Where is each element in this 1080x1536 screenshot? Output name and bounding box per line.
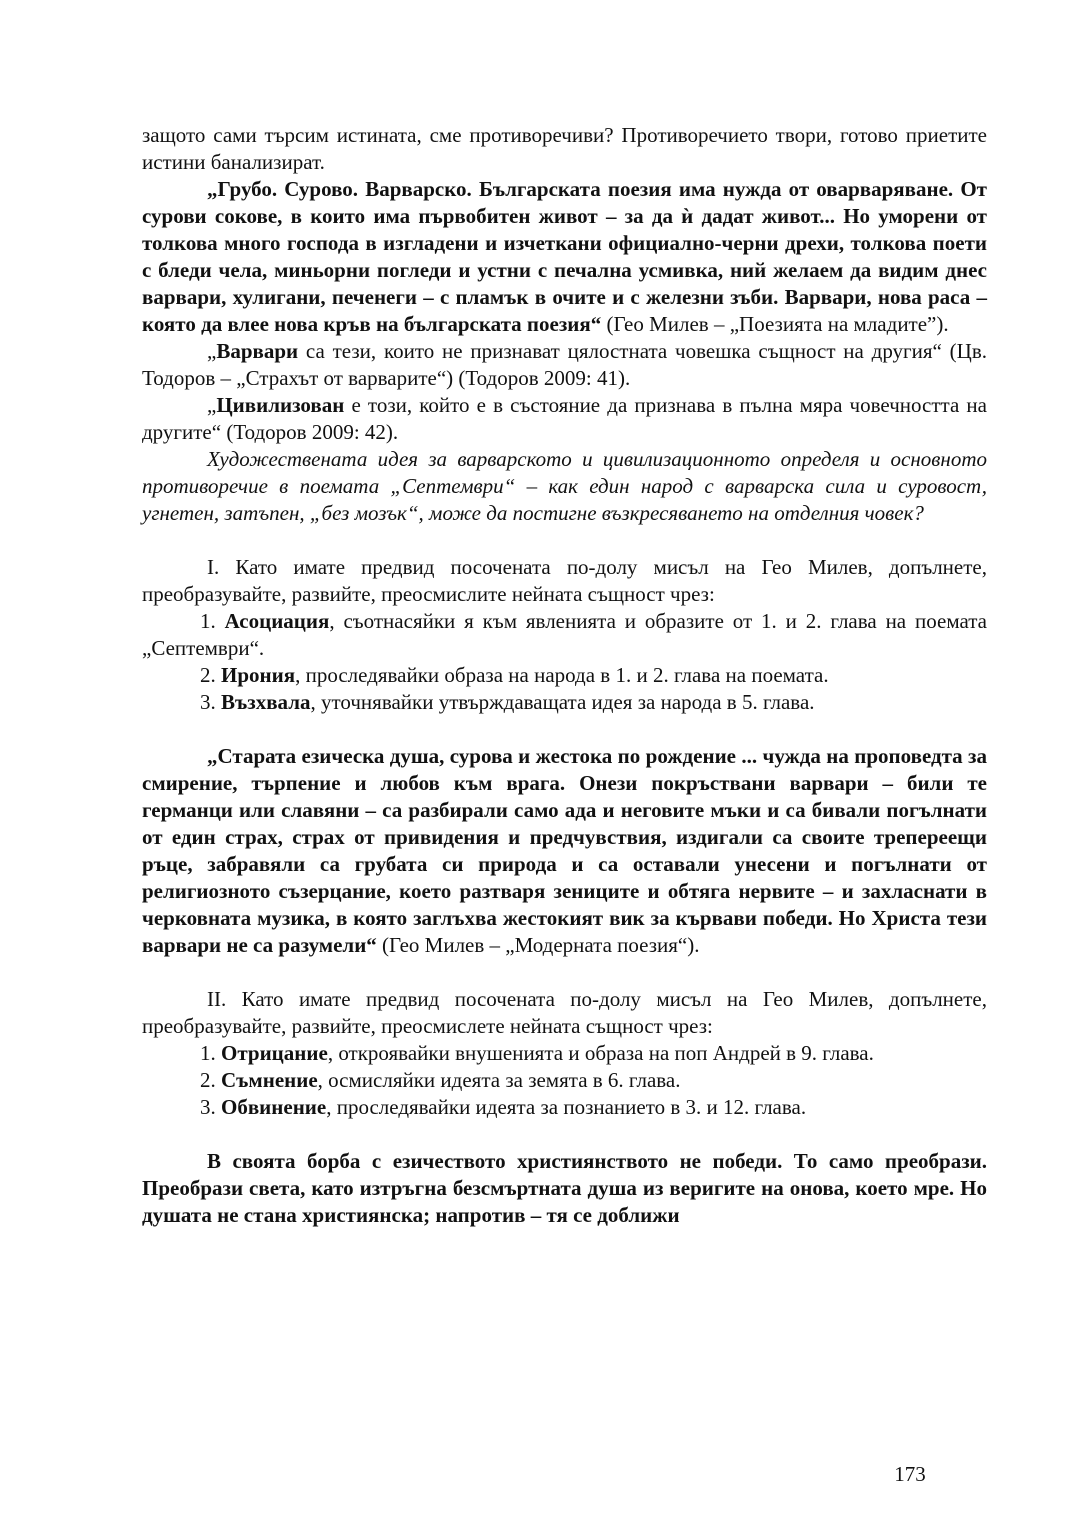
spacer — [142, 959, 987, 986]
task-two-item-term: Обвинение — [221, 1095, 327, 1119]
definition-civilized-rest: е този, който е в състояние да признава в пълна мяра човечността на другите“ (Тодоров 2009: 42). — [142, 393, 987, 444]
task-one-item-term: Възхвала — [221, 690, 311, 714]
task-two-item — [142, 1094, 987, 1121]
spacer — [142, 716, 987, 743]
task-one-intro: I. Като имате предвид посочената по-долу мисъл на Гео Милев, допълнете, преобразувайте, развийте, преосмислите нейната същност чрез: — [142, 555, 987, 606]
task-two-item-num: 3. — [200, 1095, 221, 1119]
task-two-intro: II. Като имате предвид посочената по-долу мисъл на Гео Милев, допълнете, преобразувайте, развийте, преосмислете нейната същност чрез: — [142, 987, 987, 1038]
task-one-item-rest: , уточнявайки утвърждаващата идея за народа в 5. глава. — [310, 690, 815, 714]
spacer — [142, 527, 987, 554]
task-one-item-rest: , проследявайки образа на народа в 1. и 2. глава на поемата. — [295, 663, 829, 687]
task-one-item-term: Асоциация — [224, 609, 330, 633]
task-two-item-term: Съмнение — [221, 1068, 318, 1092]
task-two-item-rest: , осмисляйки идеята за земята в 6. глава. — [317, 1068, 681, 1092]
page-body — [142, 122, 987, 1229]
paragraph-intro: защото сами търсим истината, сме противоречиви? Противоречието твори, готово приетите истини банализират. — [142, 123, 987, 174]
definition-civilized-term: Цивилизован — [216, 393, 345, 417]
task-two-item-num: 1. — [200, 1041, 221, 1065]
task-one-item-num: 1. — [200, 609, 225, 633]
definition-barbarians-open: „ — [207, 339, 217, 363]
quote-barbarians-source: (Гео Милев – „Поезията на младите”). — [601, 312, 949, 336]
quote-old-soul-source: (Гео Милев – „Модерната поезия“). — [376, 933, 700, 957]
task-one-item — [142, 608, 987, 662]
page-number-text: 173 — [894, 1462, 926, 1486]
task-two-item-rest: , проследявайки идеята за познанието в 3. и 12. глава. — [326, 1095, 807, 1119]
task-two-item — [142, 1040, 987, 1067]
definition-barbarians-term: Варвари — [216, 339, 299, 363]
task-one-item-num: 2. — [200, 663, 221, 687]
task-one-item — [142, 662, 987, 689]
quote-old-soul-text: „Старата езическа душа, сурова и жестока по рождение ... чужда на проповедта за смирение, търпение и любов към врага. Онези покръствани варвари – били те германци или славяни – са разбирали само ада и неговите мъки и са бивали погълнати от един страх, страх от привидения и предчувствия, издигали са своите трепереещи ръце, забравяли са грубата си природа и са оставали унесени и погълнати от религиозното съзерцание, което разтваря зениците и обтяга нервите – и захласнати в черковната музика, в която заглъхва жестокият вик за кървави победи. Но Христа тези варвари не са разумели“ — [142, 744, 987, 957]
task-two-item-rest: , откроявайки внушенията и образа на поп Андрей в 9. глава. — [327, 1041, 874, 1065]
task-two-item — [142, 1067, 987, 1094]
spacer — [142, 1121, 987, 1148]
quote-christianity: В своята борба с езичеството християнството не победи. То само преобрази. Преобрази света, като изтръгна безсмъртната душа из веригите на онова, което мре. Но душата не стана християнска; напротив – тя се доближи — [142, 1149, 987, 1227]
quote-barbarians — [142, 176, 987, 338]
italic-thesis: Художествената идея за варварското и цивилизационното определя и основното противоречие в поемата „Септември“ – как един народ с варварска сила и суровост, угнетен, затъпен, „без мозък“, може да постигне възкресяването на отделния човек? — [142, 447, 987, 525]
task-one-item-rest: , съотнасяйки я към явленията и образите от 1. и 2. глава на поемата „Септември“. — [142, 609, 987, 660]
definition-barbarians — [142, 338, 987, 392]
task-one-item — [142, 689, 987, 716]
definition-barbarians-rest: са тези, които не признават цялостната човешка същност на другия“ (Цв. Тодоров – „Страхът от варварите“) (Тодоров 2009: 41). — [142, 339, 987, 390]
quote-old-soul — [142, 743, 987, 959]
task-one-item-term: Ирония — [221, 663, 296, 687]
definition-civilized — [142, 392, 987, 446]
definition-civilized-open: „ — [207, 393, 217, 417]
quote-barbarians-text: „Грубо. Сурово. Варварско. Българската поезия има нужда от оварваряване. От сурови сокове, в които има първобитен живот – за да ѝ дадат живот... Но уморени от толкова много господа в изгладени и изчеткани официално-черни дрехи, толкова поети с бледи чела, миньорни погледи и устни с печална усмивка, ний желаем да видим днес варвари, хулигани, печенеги – с пламък в очите и с железни зъби. Варвари, нова раса – която да влее нова кръв на българската поезия“ — [142, 177, 987, 336]
task-one-item-num: 3. — [200, 690, 221, 714]
page-number — [0, 1462, 1080, 1487]
task-two-item-term: Отрицание — [221, 1041, 328, 1065]
task-two-item-num: 2. — [200, 1068, 221, 1092]
